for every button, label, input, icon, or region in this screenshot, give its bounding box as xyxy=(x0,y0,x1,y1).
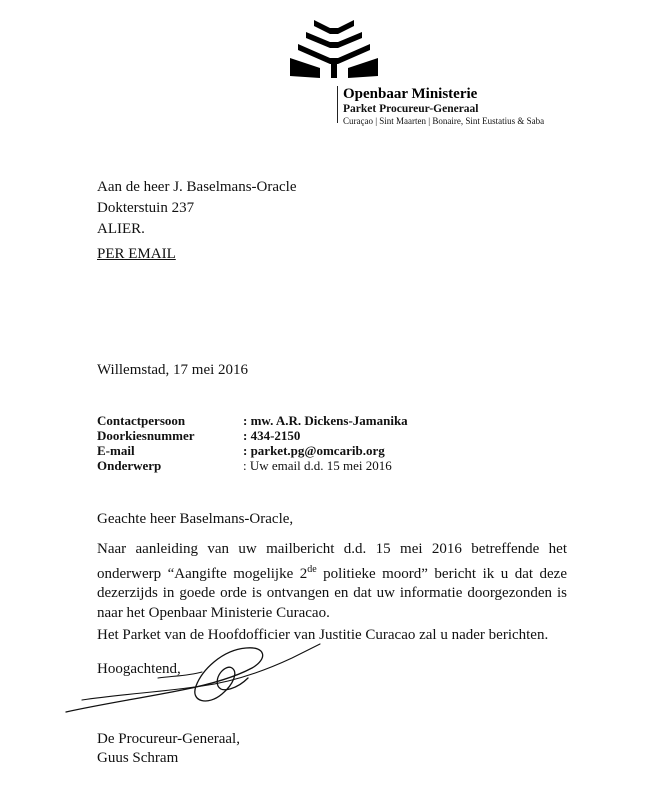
organization-region: Curaçao | Sint Maarten | Bonaire, Sint Eustatius & Saba xyxy=(343,116,545,127)
meta-label: Contactpersoon xyxy=(97,413,186,428)
organization-block xyxy=(343,86,544,127)
meta-label: Onderwerp xyxy=(97,458,162,473)
contact-details xyxy=(97,413,408,473)
delivery-method: PER EMAIL xyxy=(97,246,176,262)
meta-value: : 434-2150 xyxy=(243,428,301,443)
signer-name: Guus Schram xyxy=(97,750,179,766)
paragraph-main xyxy=(97,540,567,623)
meta-value: : Uw email d.d. 15 mei 2016 xyxy=(243,458,392,473)
paragraph-text: politieke moord” bericht ik u dat deze xyxy=(316,565,567,582)
salutation: Geachte heer Baselmans-Oracle, xyxy=(97,511,294,527)
signer-block xyxy=(97,730,240,768)
organization-subname: Parket Procureur-Generaal xyxy=(343,103,479,116)
recipient-address xyxy=(97,177,297,240)
letter-body xyxy=(97,510,567,677)
meta-row xyxy=(97,413,408,428)
paragraph-text: onderwerp “Aangifte mogelijke 2 xyxy=(97,565,308,582)
meta-label: Doorkiesnummer xyxy=(97,428,195,443)
signer-title: De Procureur-Generaal, xyxy=(97,731,240,747)
closing: Hoogachtend, xyxy=(97,661,181,677)
organization-name: Openbaar Ministerie xyxy=(343,86,478,102)
paragraph-notice: Het Parket van de Hoofdofficier van Justitie Curacao zal u nader berichten. xyxy=(97,627,549,643)
recipient-line: Dokterstuin 237 xyxy=(97,200,195,216)
paragraph-line: Naar aanleiding van uw mailbericht d.d. 15 mei 2016 betreffende het xyxy=(97,541,567,557)
meta-label: E-mail xyxy=(97,443,135,458)
paragraph-line: dezerzijds in goede orde is ontvangen en dat uw informatie doorgezonden is xyxy=(97,585,567,601)
letterhead-divider xyxy=(337,86,338,123)
meta-row xyxy=(97,458,408,473)
recipient-line: Aan de heer J. Baselmans-Oracle xyxy=(97,179,297,195)
meta-row xyxy=(97,428,408,443)
paragraph-line xyxy=(97,560,567,585)
meta-value: : parket.pg@omcarib.org xyxy=(243,443,385,458)
recipient-line: ALIER. xyxy=(97,221,145,237)
meta-value: : mw. A.R. Dickens-Jamanika xyxy=(243,413,408,428)
ministry-logo xyxy=(284,14,384,84)
paragraph-line: naar het Openbaar Ministerie Curacao. xyxy=(97,604,330,621)
handwritten-signature xyxy=(62,632,322,722)
place-date: Willemstad, 17 mei 2016 xyxy=(97,362,249,378)
meta-row xyxy=(97,443,408,458)
superscript: de xyxy=(307,563,317,575)
